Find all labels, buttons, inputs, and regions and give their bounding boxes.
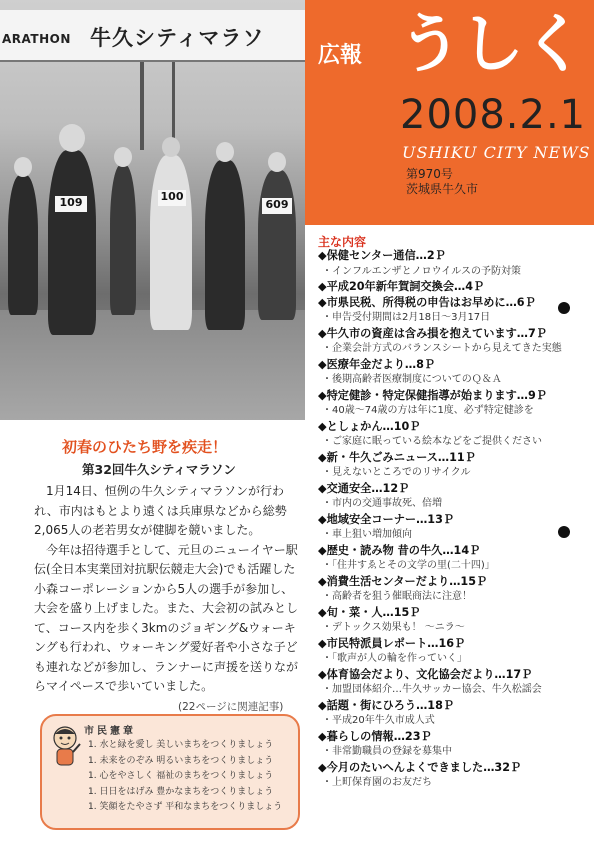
toc-item: ◆今月のたいへんよくできました…32Ｐ: [318, 760, 522, 774]
toc-item: ◆平成20年新年賀詞交換会…4Ｐ: [318, 280, 485, 293]
toc-subitem: ・非常勤職員の登録を募集中: [322, 746, 452, 757]
banner-right-text: 牛久シティマラソ: [90, 26, 265, 50]
charter-line: 1. 水と緑を愛し 美しいまちをつくりましょう: [88, 740, 274, 750]
toc-item: ◆保健センター通信…2Ｐ: [318, 249, 446, 262]
issue-info: [406, 167, 478, 197]
toc-item: ◆歴史・読み物 昔の牛久…14Ｐ: [318, 543, 481, 557]
article-paragraph: 今年は招待選手として、元旦のニューイヤー駅伝(全日本実業団対抗駅伝競走大会)でも活躍した小森コーポレーションから5人の選手が参加し、大会を盛り上げました。また、大会初の試みとして、コース内を歩く3kmのジョギング&ウォーキングも行われ、ウォーキング愛好者や小さな子ども連れなどが参加し、ランナーに声援を送りながらマイペースで歩いていました。: [34, 542, 299, 693]
toc-subitem: ・上町保育園のお友だち: [322, 777, 432, 788]
toc-subitem: ・市内の交通事故死、倍増: [322, 498, 442, 509]
banner-left-text: ARATHON: [2, 32, 71, 46]
charter-line: 1. 未来をのぞみ 明るいまちをつくりましょう: [88, 755, 274, 766]
city-news-label: USHIKU CITY NEWS: [402, 143, 591, 162]
toc-item: ◆旬・菜・人…15Ｐ: [318, 605, 421, 619]
toc-subitem: ・企業会計方式のバランスシートから見えてきた実態: [322, 343, 562, 354]
runner: [8, 175, 38, 315]
banner-pole: [172, 60, 175, 140]
table-of-contents: [318, 248, 580, 791]
toc-item: ◆交通安全…12Ｐ: [318, 481, 410, 495]
charter-line: 1. 日日をはげみ 豊かなまちをつくりましょう: [88, 786, 274, 797]
charter-title: 市民憲章: [84, 726, 136, 737]
toc-item: ◆牛久市の資産は含み損を抱えています…7Ｐ: [318, 326, 547, 340]
binder-hole-icon: [558, 302, 570, 314]
marathon-banner: [0, 10, 305, 62]
runner: [110, 165, 136, 315]
article-body: [34, 482, 302, 697]
marathon-photo: [0, 0, 305, 420]
mascot-icon: [48, 724, 82, 770]
bib-number: 109: [55, 196, 87, 212]
masthead-kouhou: 広報: [318, 43, 363, 68]
toc-item: ◆市県民税、所得税の申告はお早めに…6Ｐ: [318, 295, 536, 309]
runner: [205, 160, 245, 330]
issue-number: 第970号: [406, 167, 453, 181]
issue-date: 2008.2.1: [400, 92, 587, 138]
bib-number: 609: [262, 198, 292, 214]
toc-subitem: ・見えないところでのリサイクル: [322, 467, 471, 478]
related-article-ref: (22ページに関連記事): [178, 701, 284, 713]
runner: [48, 150, 96, 335]
toc-subitem: ・高齢者を狙う催眠商法に注意！: [322, 591, 472, 602]
toc-subitem: ・デトックス効果も！ ～ニラ～: [322, 622, 465, 633]
charter-line: 1. 笑顔をたやさず 平和なまちをつくりましょう: [88, 802, 283, 812]
toc-item: ◆体育協会だより、文化協会だより…17Ｐ: [318, 667, 533, 681]
toc-subitem: ・後期高齢者医療制度についてのＱ＆Ａ: [322, 374, 502, 385]
toc-subitem: ・平成20年牛久市成人式: [322, 715, 435, 726]
toc-subitem: ・「歌声が人の輪を作っていく」: [322, 653, 467, 664]
charter-line: 1. 心をやさしく 福祉のまちをつくりましょう: [88, 771, 274, 781]
toc-subitem: ・加盟団体紹介…牛久サッカー協会、牛久松謡会: [322, 684, 542, 695]
toc-heading: 主な内容: [318, 235, 367, 249]
banner-pole: [140, 60, 144, 150]
citizen-charter-box: [40, 714, 300, 830]
toc-subitem: ・インフルエンザとノロウイルスの予防対策: [322, 265, 521, 277]
toc-item: ◆消費生活センターだより…15Ｐ: [318, 574, 488, 588]
binder-hole-icon: [558, 526, 570, 538]
article-subhead: 第32回牛久シティマラソン: [82, 462, 236, 477]
toc-item: ◆地域安全コーナー…13Ｐ: [318, 512, 455, 526]
toc-subitem: ・車上狙い増加傾向: [322, 529, 412, 540]
toc-item: ◆暮らしの情報…23Ｐ: [318, 729, 432, 743]
charter-list: [88, 738, 282, 816]
bib-number: 100: [158, 190, 186, 206]
article-headline: 初春のひたち野を疾走！: [62, 438, 228, 456]
toc-item: ◆市民特派員レポート…16Ｐ: [318, 636, 466, 650]
toc-subitem: ・「住井すゑとその文学の里(二十四)」: [322, 560, 495, 571]
toc-item: ◆新・牛久ごみニュース…11Ｐ: [318, 450, 476, 464]
toc-item: ◆特定健診・特定保健指導が始まります…9Ｐ: [318, 388, 547, 402]
toc-item: ◆医療年金だより…8Ｐ: [318, 357, 436, 371]
masthead-title: うしく: [398, 8, 584, 82]
article-paragraph: 1月14日、恒例の牛久シティマラソンが行われ、市内はもとより遠くは兵庫県などから総勢2,065人の老若男女が健脚を競いました。: [34, 484, 287, 537]
toc-subitem: ・ご家庭に眠っている絵本などをご提供ください: [322, 436, 542, 447]
toc-subitem: ・申告受付期間は2月18日～3月17日: [322, 312, 491, 323]
runner: [258, 170, 296, 320]
toc-item: ◆話題・街にひろう…18Ｐ: [318, 698, 455, 712]
toc-item: ◆としょかん…10Ｐ: [318, 419, 421, 433]
toc-subitem: ・40歳～74歳の方は年に1度、必ず特定健診を: [322, 405, 534, 416]
issue-place: 茨城県牛久市: [406, 182, 479, 196]
runner: [150, 155, 192, 330]
